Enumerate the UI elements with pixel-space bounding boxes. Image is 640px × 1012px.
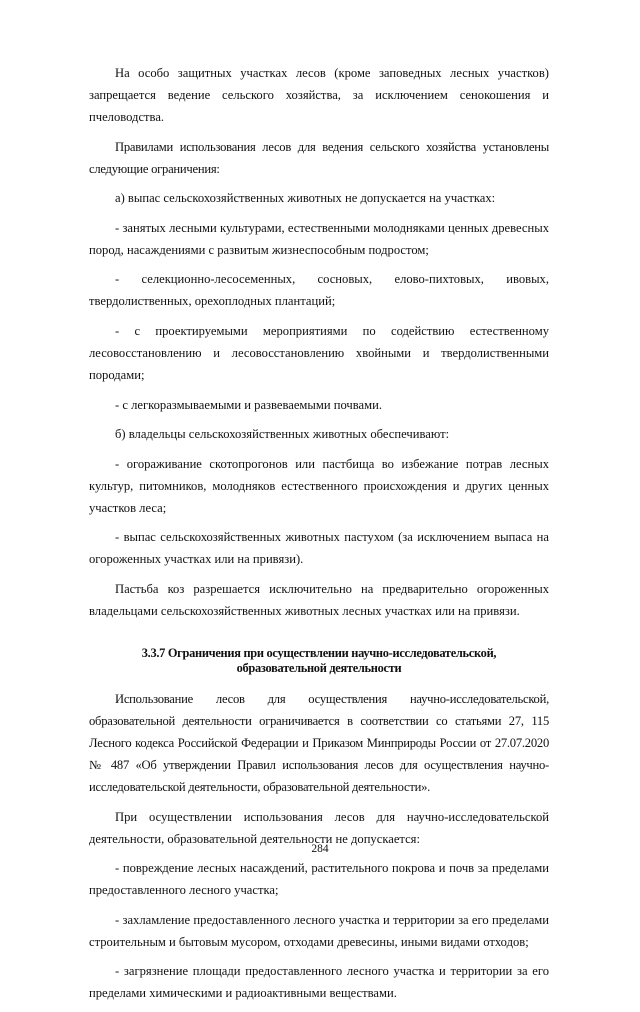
page-number: 284 <box>311 843 329 855</box>
section-heading-line: 3.3.7 Ограничения при осуществлении научно-исследовательской, <box>141 645 497 660</box>
section-heading <box>89 646 549 676</box>
paragraph: - занятых лесными культурами, естественными молодняками ценных древесных пород, насаждениями с развитым жизнеспособным подростом; <box>89 220 549 257</box>
paragraph: - с легкоразмываемыми и развеваемыми почвами. <box>115 397 382 412</box>
paragraph: а) выпас сельскохозяйственных животных не допускается на участках: <box>115 191 496 206</box>
section-heading-line: образовательной деятельности <box>236 660 402 675</box>
paragraph: Правилами использования лесов для ведения сельского хозяйства установлены следующие ограничения: <box>89 139 549 176</box>
paragraph: Использование лесов для осуществления научно-исследовательской, образовательной деятельности ограничивается в соответствии со статьями 27, 115 Лесного кодекса Российской Федерации и Приказом Минприроды России от 27.07.2020 № 487 «Об утверждении Правил использования лесов для осуществления научно-исследовательской деятельности, образовательной деятельности». <box>89 691 549 794</box>
paragraph: - выпас сельскохозяйственных животных пастухом (за исключением выпаса на огороженных участках или на привязи). <box>89 530 549 567</box>
page-body <box>89 62 549 1012</box>
paragraph: Пастьба коз разрешается исключительно на предварительно огороженных владельцами сельскохозяйственных животных лесных участках или на привязи. <box>89 581 549 618</box>
paragraph: - селекционно-лесосеменных, сосновых, елово-пихтовых, ивовых, твердолиственных, орехоплодных плантаций; <box>89 272 549 309</box>
paragraph: - с проектируемыми мероприятиями по содействию естественному лесовосстановлению и лесовосстановлению хвойными и твердолиственными породами; <box>89 323 549 382</box>
paragraph: - загрязнение площади предоставленного лесного участка и территории за его пределами химическими и радиоактивными веществами. <box>89 964 549 1001</box>
paragraph: На особо защитных участках лесов (кроме заповедных лесных участков) запрещается ведение сельского хозяйства, за исключением сенокошения и пчеловодства. <box>89 66 549 124</box>
paragraph: б) владельцы сельскохозяйственных животных обеспечивают: <box>115 427 450 442</box>
paragraph: - повреждение лесных насаждений, растительного покрова и почв за пределами предоставленного лесного участка; <box>89 861 549 898</box>
paragraph: - захламление предоставленного лесного участка и территории за его пределами строительным и бытовым мусором, отходами древесины, иными видами отходов; <box>89 912 549 949</box>
paragraph: При осуществлении использования лесов для научно-исследовательской деятельности, образовательной деятельности не допускается: <box>89 809 549 846</box>
paragraph: - огораживание скотопрогонов или пастбища во избежание потрав лесных культур, питомников, молодняков естественного происхождения и других ценных участков леса; <box>89 456 549 515</box>
